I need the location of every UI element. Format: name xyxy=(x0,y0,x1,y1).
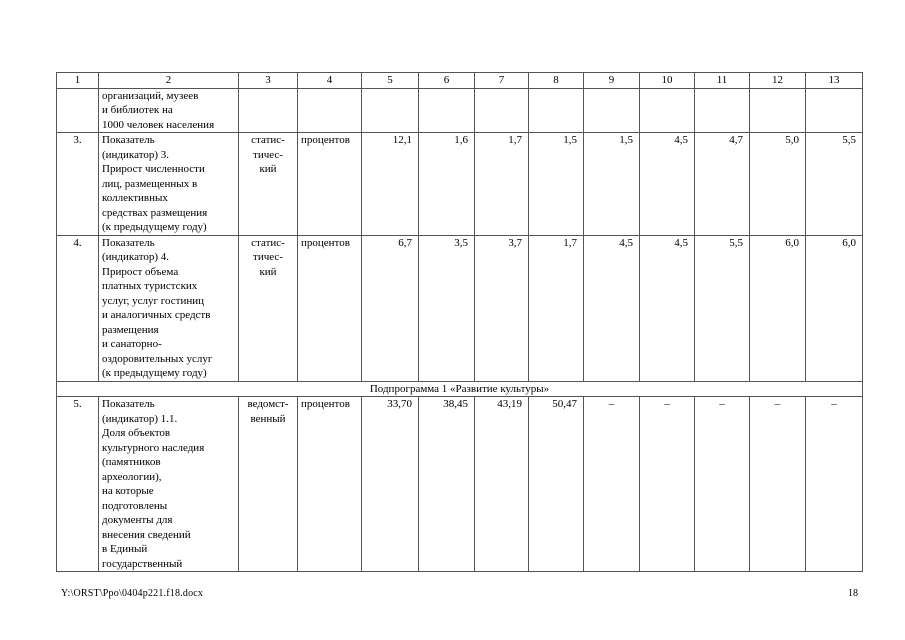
empty-cell xyxy=(750,88,806,133)
indicator-type-line: статис- xyxy=(251,134,285,146)
indicator-name-line: внесения сведений xyxy=(102,528,191,541)
indicator-name-line: документы для xyxy=(102,514,173,526)
indicator-type-line: кий xyxy=(259,163,277,175)
value-cell: 38,45 xyxy=(419,397,475,572)
indicator-type-line: кий xyxy=(259,265,277,278)
column-header: 2 xyxy=(99,73,239,89)
unit-cell: процентов xyxy=(298,397,362,572)
indicator-name-line: (индикатор) 3. xyxy=(102,148,170,161)
indicator-name-line: (индикатор) 4. xyxy=(102,251,170,263)
value-cell: – xyxy=(640,397,695,572)
column-header: 11 xyxy=(695,73,750,89)
indicator-name-line: археологии), xyxy=(102,470,162,483)
value-cell: 1,5 xyxy=(584,133,640,236)
indicator-name-line: Доля объектов xyxy=(102,427,171,439)
value-cell: 1,7 xyxy=(529,235,584,381)
column-header: 8 xyxy=(529,73,584,89)
empty-cell xyxy=(239,88,298,133)
value-cell: 50,47 xyxy=(529,397,584,572)
row-number-cell xyxy=(57,88,99,133)
indicator-name-line: и аналогичных средств xyxy=(102,309,211,321)
indicator-name-line: размещения xyxy=(102,323,159,336)
indicator-name-line: организаций, музеев xyxy=(102,89,199,102)
indicator-name-line: Показатель xyxy=(102,398,155,410)
empty-cell xyxy=(806,88,863,133)
indicator-name-line: в Единый xyxy=(102,543,148,555)
indicator-type-line: тичес- xyxy=(253,148,283,161)
indicator-name-line: услуг, услуг гостиниц xyxy=(102,294,205,307)
table-row-5 xyxy=(57,397,863,572)
indicator-name-line: Показатель xyxy=(102,134,155,146)
subprogram-section-row xyxy=(57,381,863,397)
indicator-name-line: Прирост объема xyxy=(102,265,179,278)
indicator-name-line: (к предыдущему году) xyxy=(102,367,207,379)
unit-cell: процентов xyxy=(298,133,362,236)
column-header: 12 xyxy=(750,73,806,89)
value-cell: 3,5 xyxy=(419,235,475,381)
indicator-type-line: венный xyxy=(250,412,286,425)
empty-cell xyxy=(475,88,529,133)
indicator-type-cell xyxy=(239,235,298,381)
value-cell: – xyxy=(695,397,750,572)
empty-cell xyxy=(640,88,695,133)
value-cell: – xyxy=(584,397,640,572)
indicator-name-cell xyxy=(99,133,239,236)
table-row-continuation xyxy=(57,88,863,133)
value-cell: 6,0 xyxy=(750,235,806,381)
table-row-3 xyxy=(57,133,863,236)
indicators-table xyxy=(56,72,863,572)
empty-cell xyxy=(529,88,584,133)
column-header: 4 xyxy=(298,73,362,89)
indicator-name-cell xyxy=(99,88,239,133)
column-header: 10 xyxy=(640,73,695,89)
row-number-cell: 5. xyxy=(57,397,99,572)
value-cell: 4,5 xyxy=(640,235,695,381)
empty-cell xyxy=(419,88,475,133)
empty-cell xyxy=(298,88,362,133)
indicator-name-line: платных туристских xyxy=(102,280,198,292)
indicator-name-cell xyxy=(99,397,239,572)
value-cell: 5,0 xyxy=(750,133,806,236)
value-cell: 1,5 xyxy=(529,133,584,236)
indicator-name-line: Прирост численности xyxy=(102,163,205,175)
indicator-type-line: ведомст- xyxy=(247,398,289,410)
column-number-row xyxy=(57,73,863,89)
column-header: 3 xyxy=(239,73,298,89)
column-header: 6 xyxy=(419,73,475,89)
value-cell: 5,5 xyxy=(806,133,863,236)
value-cell: 33,70 xyxy=(362,397,419,572)
value-cell: 4,5 xyxy=(584,235,640,381)
value-cell: 6,7 xyxy=(362,235,419,381)
indicator-name-line: (памятников xyxy=(102,456,161,468)
column-header: 1 xyxy=(57,73,99,89)
value-cell: 4,7 xyxy=(695,133,750,236)
indicator-name-line: на которые xyxy=(102,485,154,497)
empty-cell xyxy=(695,88,750,133)
indicator-name-line: и санаторно- xyxy=(102,338,162,350)
column-header: 5 xyxy=(362,73,419,89)
indicator-name-line: коллективных xyxy=(102,192,168,204)
indicator-name-line: оздоровительных услуг xyxy=(102,352,213,365)
row-number-cell: 3. xyxy=(57,133,99,236)
value-cell: 4,5 xyxy=(640,133,695,236)
indicator-type-line: тичес- xyxy=(253,251,283,263)
indicator-name-line: и библиотек на xyxy=(102,104,173,116)
indicator-type-line: статис- xyxy=(251,236,285,249)
column-header: 13 xyxy=(806,73,863,89)
empty-cell xyxy=(362,88,419,133)
indicator-name-line: средствах размещения xyxy=(102,206,208,219)
indicator-name-line: подготовлены xyxy=(102,499,168,512)
value-cell: 12,1 xyxy=(362,133,419,236)
table-row-4 xyxy=(57,235,863,381)
footer-file-path: Y:\ORST\Ppo\0404p221.f18.docx xyxy=(61,588,204,599)
value-cell: – xyxy=(750,397,806,572)
indicator-type-cell xyxy=(239,397,298,572)
row-number-cell: 4. xyxy=(57,235,99,381)
indicator-name-line: культурного наследия xyxy=(102,441,205,454)
indicator-name-line: (к предыдущему году) xyxy=(102,221,207,233)
column-header: 7 xyxy=(475,73,529,89)
indicator-name-line: лиц, размещенных в xyxy=(102,177,198,190)
indicator-name-line: государственный xyxy=(102,557,183,570)
value-cell: 43,19 xyxy=(475,397,529,572)
value-cell: – xyxy=(806,397,863,572)
page-number: 18 xyxy=(848,588,858,599)
value-cell: 5,5 xyxy=(695,235,750,381)
empty-cell xyxy=(584,88,640,133)
unit-cell: процентов xyxy=(298,235,362,381)
indicator-name-line: Показатель xyxy=(102,236,155,249)
indicator-type-cell xyxy=(239,133,298,236)
value-cell: 1,7 xyxy=(475,133,529,236)
value-cell: 3,7 xyxy=(475,235,529,381)
subprogram-title: Подпрограмма 1 «Развитие культуры» xyxy=(57,381,863,397)
column-header: 9 xyxy=(584,73,640,89)
value-cell: 1,6 xyxy=(419,133,475,236)
value-cell: 6,0 xyxy=(806,235,863,381)
indicator-name-line: (индикатор) 1.1. xyxy=(102,412,178,425)
indicator-name-cell xyxy=(99,235,239,381)
indicator-name-line: 1000 человек населения xyxy=(102,118,215,131)
